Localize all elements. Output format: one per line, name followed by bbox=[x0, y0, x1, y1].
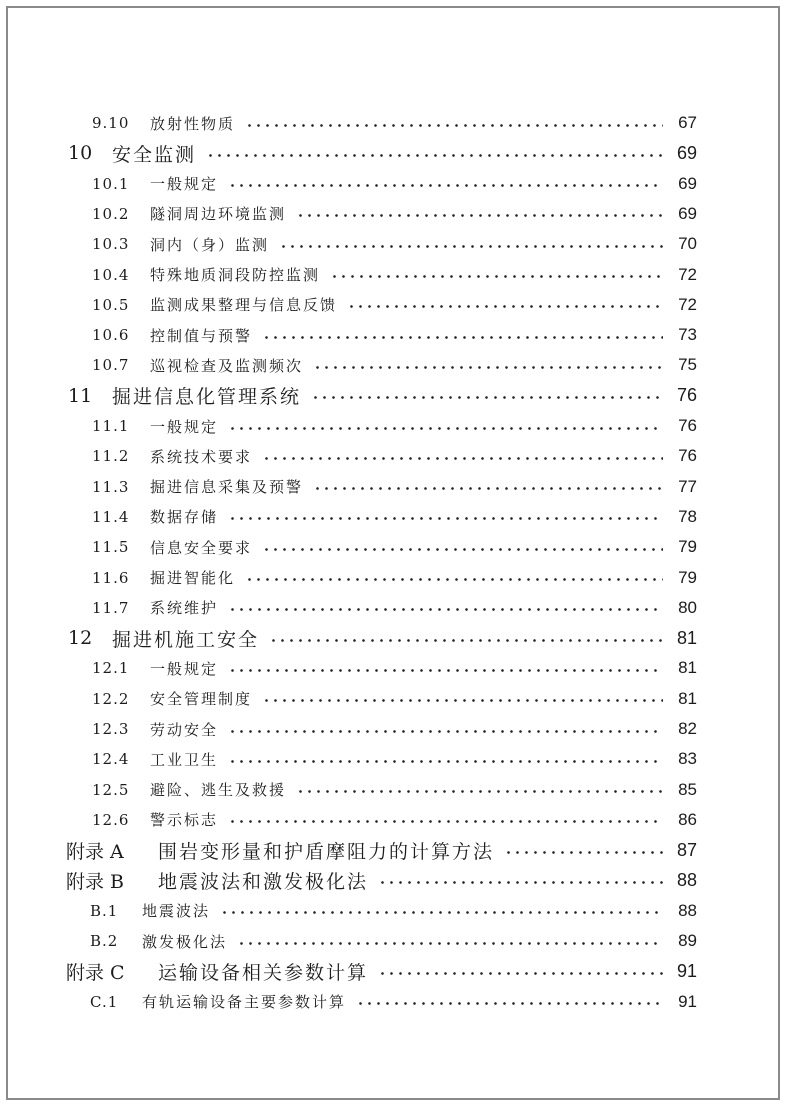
toc-entry-number: 10.4 bbox=[92, 265, 130, 284]
toc-entry-number: 10.3 bbox=[92, 235, 130, 254]
toc-entry-title: 掘进机施工安全 bbox=[112, 628, 260, 651]
dot-leader bbox=[313, 366, 663, 369]
toc-entry-page-number: 91 bbox=[678, 991, 697, 1011]
toc-entry[interactable] bbox=[92, 532, 697, 562]
dot-leader bbox=[279, 245, 663, 248]
dot-leader bbox=[228, 184, 663, 187]
toc-entry-title: 数据存储 bbox=[150, 508, 219, 527]
toc-entry[interactable] bbox=[92, 684, 697, 714]
toc-entry-page-number: 88 bbox=[678, 900, 697, 920]
dot-leader bbox=[296, 790, 663, 793]
toc-entry-title: 运输设备相关参数计算 bbox=[158, 961, 369, 984]
toc-entry-number: 12.3 bbox=[92, 720, 130, 738]
toc-entry[interactable] bbox=[92, 108, 697, 138]
toc-entry-page-number: 82 bbox=[678, 719, 697, 738]
toc-entry[interactable] bbox=[92, 775, 697, 805]
toc-entry[interactable] bbox=[68, 381, 697, 411]
dot-leader bbox=[237, 942, 663, 945]
toc-entry-number: 9.10 bbox=[92, 114, 130, 132]
toc-entry-title: 地震波法和激发极化法 bbox=[158, 871, 369, 893]
dot-leader bbox=[313, 487, 663, 490]
toc-entry-title: 一般规定 bbox=[150, 175, 219, 194]
toc-entry-title: 洞内（身）监测 bbox=[150, 235, 270, 254]
toc-entry-page-number: 91 bbox=[676, 960, 697, 981]
dot-leader bbox=[228, 608, 663, 611]
toc-entry-number: 10.5 bbox=[92, 295, 130, 314]
dot-leader bbox=[245, 124, 663, 127]
toc-entry-title: 掘进智能化 bbox=[150, 569, 236, 587]
toc-entry-page-number: 83 bbox=[678, 749, 697, 769]
dot-leader bbox=[269, 639, 663, 642]
toc-entry-page-number: 87 bbox=[676, 839, 697, 860]
toc-entry[interactable] bbox=[92, 653, 697, 683]
toc-entry-title: 控制值与预警 bbox=[150, 326, 253, 345]
toc-entry-number: 11.1 bbox=[92, 417, 130, 435]
toc-entry[interactable] bbox=[92, 563, 697, 593]
toc-entry-page-number: 69 bbox=[676, 142, 697, 163]
toc-entry-title: 监测成果整理与信息反馈 bbox=[150, 296, 338, 315]
dot-leader bbox=[378, 881, 663, 884]
toc-entry-number: 12.2 bbox=[92, 689, 130, 708]
toc-entry-number: 11.3 bbox=[92, 477, 130, 496]
toc-entry-title: 掘进信息采集及预警 bbox=[150, 478, 304, 497]
dot-leader bbox=[262, 699, 663, 702]
toc-entry[interactable] bbox=[92, 805, 697, 835]
toc-entry-title: 放射性物质 bbox=[150, 114, 236, 133]
dot-leader bbox=[262, 457, 663, 460]
toc-entry[interactable] bbox=[92, 441, 697, 471]
toc-entry-page-number: 81 bbox=[678, 658, 697, 678]
toc-entry-page-number: 72 bbox=[678, 294, 697, 314]
toc-entry[interactable] bbox=[92, 169, 697, 199]
toc-entry-page-number: 80 bbox=[678, 597, 697, 617]
toc-entry-number: C.1 bbox=[90, 992, 119, 1011]
toc-entry-title: 地震波法 bbox=[142, 902, 211, 921]
toc-entry-title: 激发极化法 bbox=[142, 932, 228, 951]
toc-entry-page-number: 78 bbox=[678, 506, 697, 526]
dot-leader bbox=[228, 669, 663, 672]
toc-entry[interactable] bbox=[92, 260, 697, 290]
toc-entry-number: 12.4 bbox=[92, 750, 130, 769]
toc-entry-page-number: 67 bbox=[678, 113, 697, 132]
toc-entry[interactable] bbox=[68, 138, 697, 168]
toc-entry-title: 一般规定 bbox=[150, 417, 219, 436]
toc-entry-page-number: 89 bbox=[678, 931, 697, 951]
toc-entry[interactable] bbox=[92, 593, 697, 623]
dot-leader bbox=[347, 305, 663, 308]
toc-entry-number: 12.6 bbox=[92, 810, 130, 829]
dot-leader bbox=[220, 911, 663, 914]
toc-entry-number: 附录 B bbox=[66, 871, 125, 893]
dot-leader bbox=[228, 730, 663, 733]
toc-entry-number: 12 bbox=[68, 627, 93, 650]
toc-entry-page-number: 79 bbox=[678, 537, 697, 557]
toc-entry-number: B.2 bbox=[90, 932, 119, 951]
dot-leader bbox=[228, 517, 663, 520]
toc-entry-page-number: 81 bbox=[676, 627, 697, 648]
toc-entry-title: 安全监测 bbox=[112, 143, 197, 166]
toc-entry-title: 特殊地质洞段防控监测 bbox=[150, 266, 321, 284]
toc-entry-page-number: 76 bbox=[678, 446, 697, 466]
toc-entry-number: 10.6 bbox=[92, 326, 130, 345]
toc-entry-number: 附录 A bbox=[66, 840, 124, 863]
toc-entry-number: 11.2 bbox=[92, 447, 130, 466]
toc-entry[interactable] bbox=[92, 744, 697, 774]
toc-entry-title: 信息安全要求 bbox=[150, 538, 253, 557]
toc-entry-page-number: 79 bbox=[678, 567, 697, 587]
dot-leader bbox=[228, 760, 663, 763]
toc-entry[interactable] bbox=[92, 199, 697, 229]
toc-entry-title: 系统技术要求 bbox=[150, 447, 253, 466]
dot-leader bbox=[330, 275, 663, 278]
toc-entry-page-number: 76 bbox=[678, 416, 697, 435]
toc-entry[interactable] bbox=[92, 502, 697, 532]
toc-entry[interactable] bbox=[90, 987, 697, 1017]
toc-entry-page-number: 76 bbox=[676, 385, 697, 406]
toc-entry-title: 有轨运输设备主要参数计算 bbox=[142, 993, 347, 1012]
dot-leader bbox=[262, 336, 663, 339]
toc-entry-number: 12.5 bbox=[92, 780, 130, 799]
dot-leader bbox=[311, 396, 663, 399]
toc-entry-number: 10.7 bbox=[92, 356, 130, 375]
toc-entry[interactable] bbox=[68, 623, 697, 653]
toc-entry-number: 11 bbox=[68, 384, 93, 407]
toc-entry-title: 系统维护 bbox=[150, 599, 219, 618]
toc-entry-title: 工业卫生 bbox=[150, 750, 219, 769]
toc-entry-number: 11.7 bbox=[92, 598, 130, 617]
dot-leader bbox=[228, 427, 663, 430]
toc-entry-title: 劳动安全 bbox=[150, 720, 219, 739]
toc-entry-title: 避险、逃生及救援 bbox=[150, 781, 287, 800]
toc-entry-page-number: 75 bbox=[678, 355, 697, 375]
toc-entry[interactable] bbox=[92, 350, 697, 380]
toc-entry-title: 安全管理制度 bbox=[150, 690, 253, 709]
dot-leader bbox=[378, 972, 663, 975]
toc-entry-title: 隧洞周边环境监测 bbox=[150, 205, 287, 224]
toc-entry[interactable] bbox=[92, 290, 697, 320]
dot-leader bbox=[356, 1002, 663, 1005]
toc-entry[interactable] bbox=[92, 320, 697, 350]
toc-entry-number: 10 bbox=[68, 142, 93, 165]
toc-entry-title: 一般规定 bbox=[150, 659, 219, 678]
toc-entry-number: 11.4 bbox=[92, 507, 130, 526]
toc-entry[interactable] bbox=[90, 926, 697, 956]
toc-entry[interactable] bbox=[92, 472, 697, 502]
dot-leader bbox=[296, 214, 663, 217]
toc-entry-page-number: 85 bbox=[678, 779, 697, 799]
toc-entry-number: 10.1 bbox=[92, 174, 130, 193]
toc-entry[interactable] bbox=[66, 866, 697, 896]
toc-entry[interactable] bbox=[90, 896, 697, 926]
toc-entry-number: 12.1 bbox=[92, 659, 130, 678]
dot-leader bbox=[504, 851, 663, 854]
toc-entry-number: 10.2 bbox=[92, 204, 130, 223]
toc-entry-title: 围岩变形量和护盾摩阻力的计算方法 bbox=[158, 840, 495, 863]
toc-entry[interactable] bbox=[66, 835, 697, 865]
toc-entry-page-number: 69 bbox=[678, 203, 697, 223]
toc-entry-page-number: 86 bbox=[678, 809, 697, 829]
toc-entry-number: 11.6 bbox=[92, 568, 130, 587]
toc-entry[interactable] bbox=[92, 411, 697, 441]
toc-entry-page-number: 77 bbox=[678, 476, 697, 496]
dot-leader bbox=[262, 548, 663, 551]
toc-entry-title: 巡视检查及监测频次 bbox=[150, 356, 304, 375]
toc-entry-page-number: 69 bbox=[678, 173, 697, 193]
toc-entry-page-number: 73 bbox=[678, 325, 697, 345]
toc-entry[interactable] bbox=[92, 714, 697, 744]
dot-leader bbox=[245, 578, 663, 581]
toc-entry-page-number: 70 bbox=[678, 234, 697, 254]
dot-leader bbox=[206, 154, 663, 157]
toc-entry[interactable] bbox=[66, 956, 697, 986]
dot-leader bbox=[228, 820, 663, 823]
toc-entry-title: 警示标志 bbox=[150, 811, 219, 830]
toc-entry-page-number: 72 bbox=[678, 264, 697, 284]
toc-entry-number: 11.5 bbox=[92, 538, 130, 557]
toc-entry[interactable] bbox=[92, 229, 697, 259]
toc-entry-title: 掘进信息化管理系统 bbox=[112, 386, 302, 409]
toc-entry-page-number: 88 bbox=[676, 870, 697, 890]
toc-entry-page-number: 81 bbox=[678, 688, 697, 708]
toc-entry-number: 附录 C bbox=[66, 961, 125, 984]
toc-entry-number: B.1 bbox=[90, 901, 119, 920]
